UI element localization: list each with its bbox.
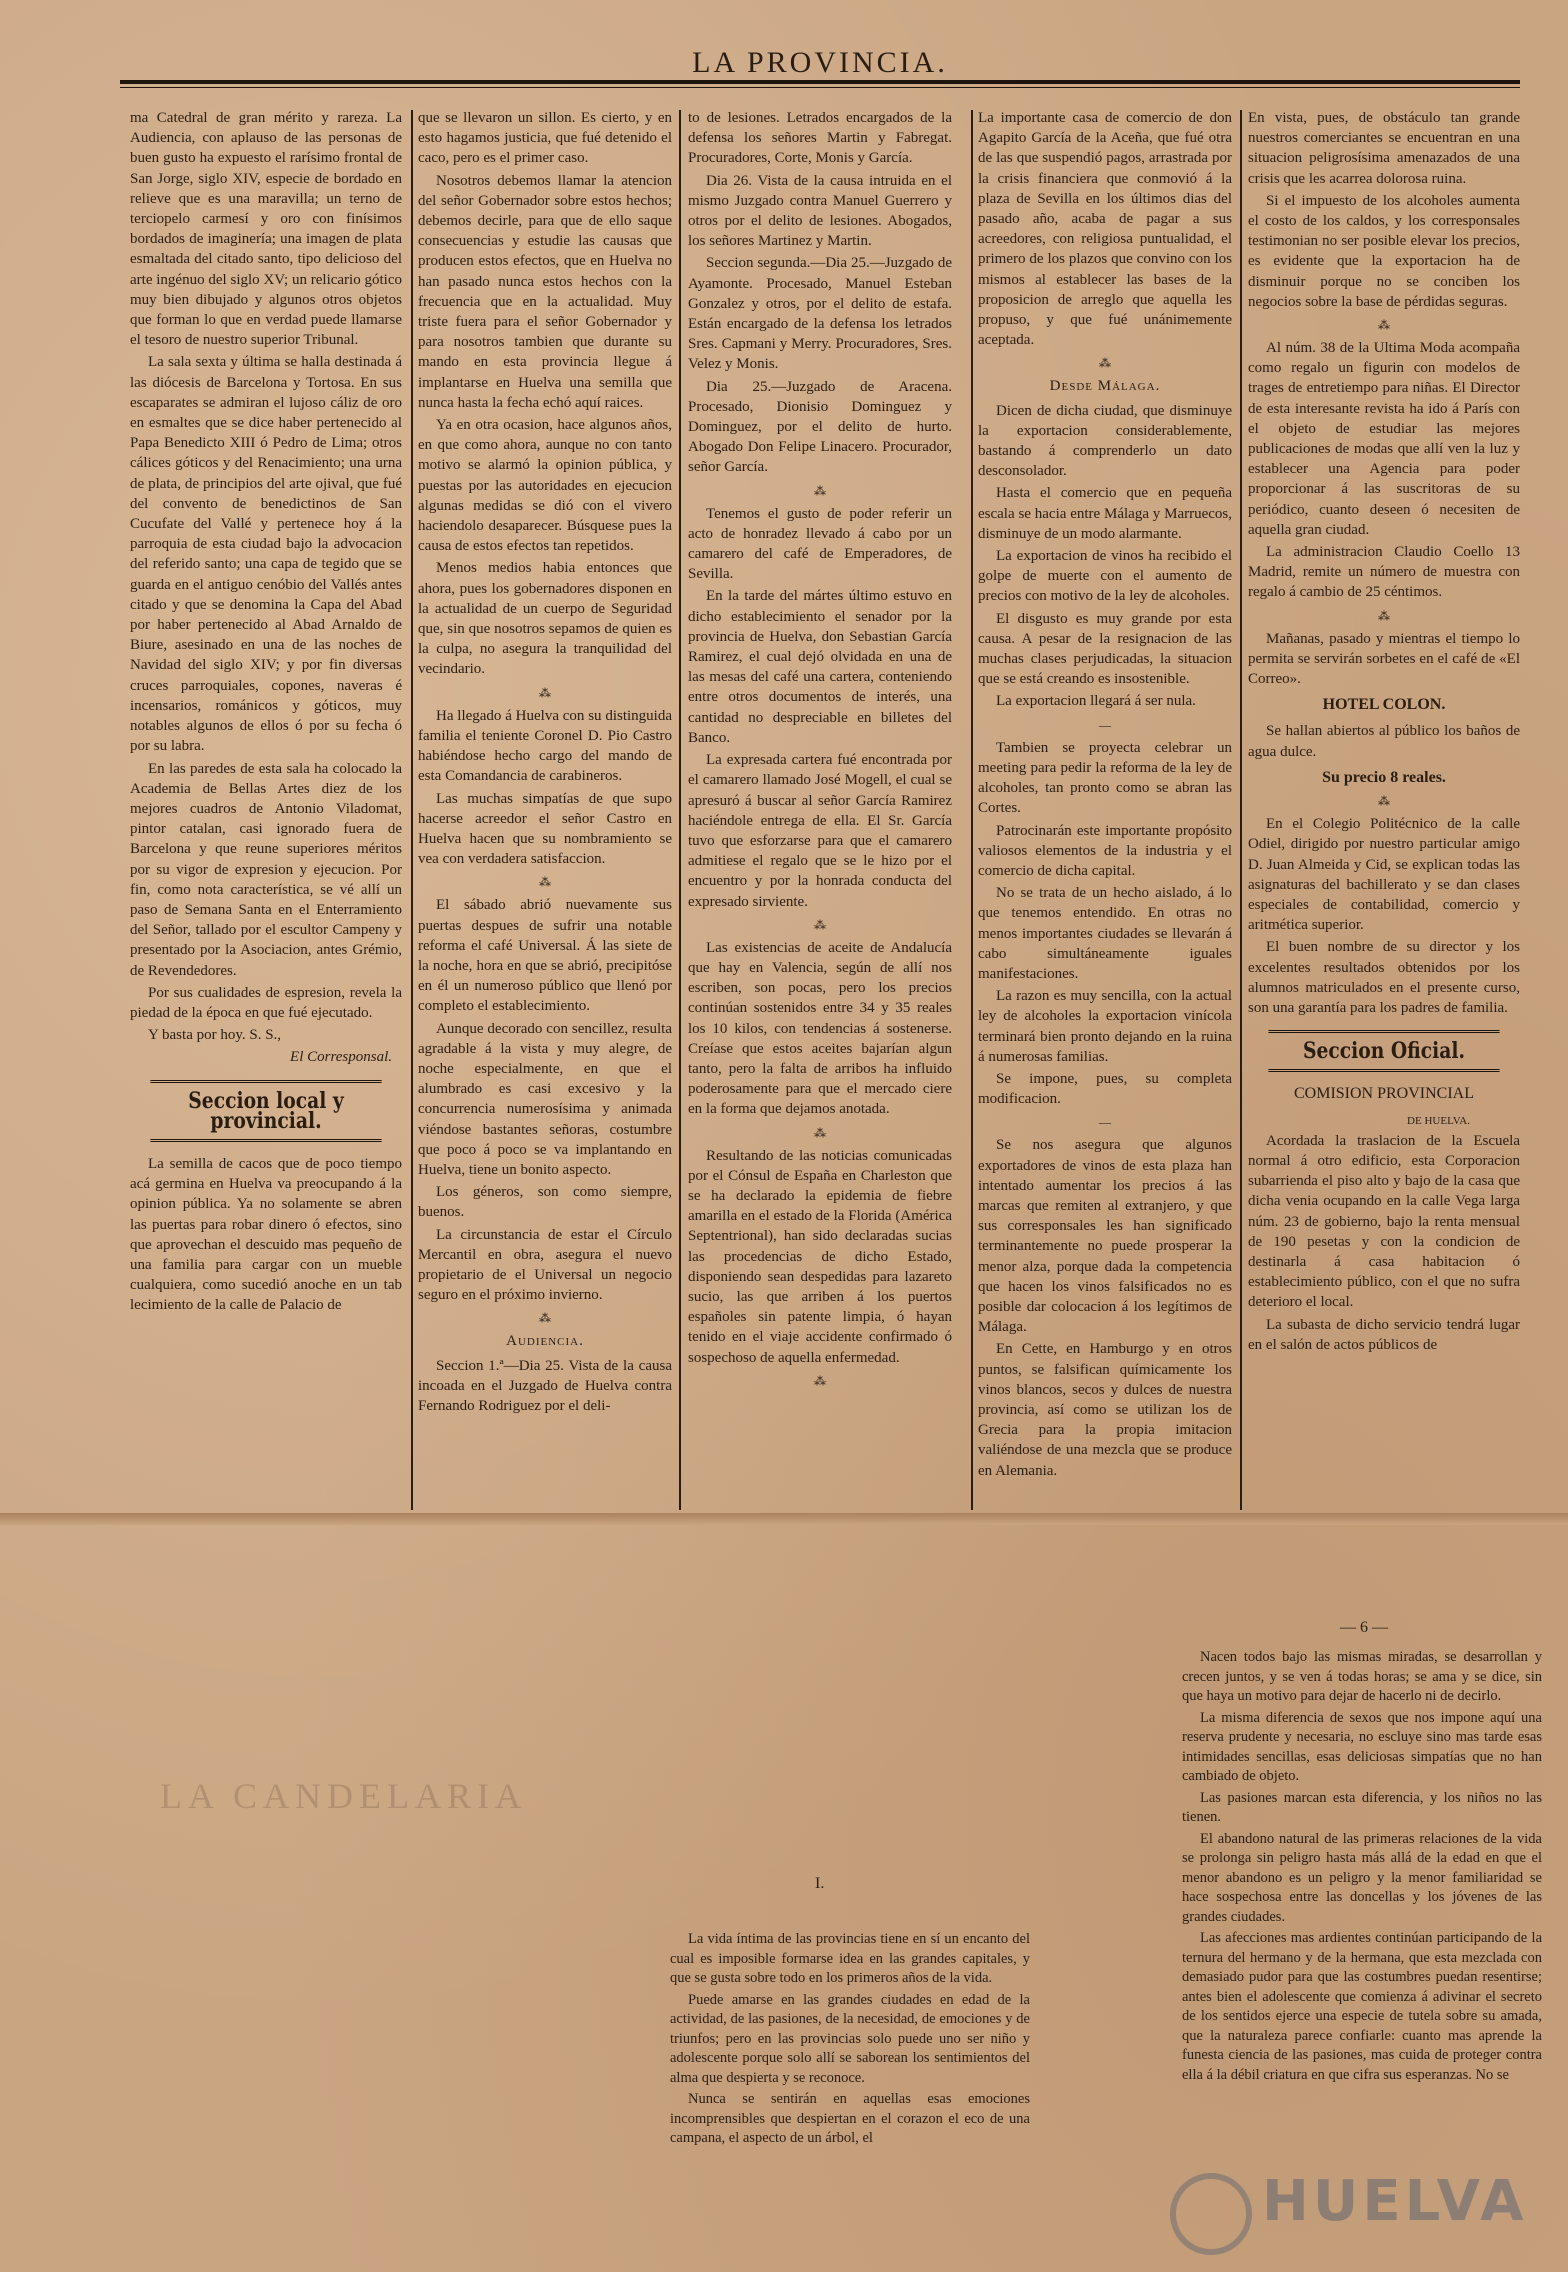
article-paragraph: El abandono natural de las primeras relaciones de la vida se prolonga sin peligro hasta más allá de la edad en que el menor abandono es un peligro y la menor familiaridad se hace sospechosa entre las doncellas y los jóvenes de las grandes ciudades. xyxy=(1182,1830,1542,1925)
separator-asterisks: ⁂ xyxy=(1378,318,1390,333)
column-2 xyxy=(418,108,672,1513)
article-paragraph: Se nos asegura que algunos exportadores de vinos de esta plaza han intentado aumentar los precios á las marcas que remiten al extranjero, y que sus corresponsales les han significado terminantemente no puede prosperar la menor alza, porque dada la competencia que hacen los vinos falsificados no es posible dar colocacion á los legítimos de Málaga. xyxy=(978,1137,1232,1336)
hotel-price: Su precio 8 reales. xyxy=(1322,768,1446,786)
section-heading: Seccion local y provincial. xyxy=(150,1080,381,1142)
chapter-number: I. xyxy=(815,1875,825,1892)
separator-asterisks: ⁂ xyxy=(1099,356,1111,371)
article-paragraph: La vida íntima de las provincias tiene en sí un encanto del cual es imposible formarse idea en las grandes capitales, y que se gusta sobre todo en los primeros años de la vida. xyxy=(670,1931,1030,1986)
stamp-ring-icon xyxy=(1170,2173,1252,2255)
article-paragraph: La circunstancia de estar el Círculo Mercantil en obra, asegura el nuevo propietario de el Universal un negocio seguro en el próximo invierno. xyxy=(418,1226,672,1304)
article-paragraph: Se hallan abiertos al público los baños de agua dulce. xyxy=(1248,723,1520,760)
separator-asterisks: ⁂ xyxy=(539,1311,551,1326)
section-heading: Seccion Oficial. xyxy=(1268,1030,1499,1072)
article-paragraph: Las pasiones marcan esta diferencia, y los niños no las tienen. xyxy=(1182,1789,1542,1825)
separator-asterisks: ⁂ xyxy=(814,917,826,932)
separator-asterisks: ⁂ xyxy=(814,483,826,498)
article-paragraph: Aunque decorado con sencillez, resulta agradable á la vista y muy alegre, de noche especialmente, en que el alumbrado es casi excesivo y la concurrencia numerosísima y animada viéndose bastantes señoras, costumbre que poco á poco se va implantando en Huelva, tiene un bonito aspecto. xyxy=(418,1020,672,1178)
article-paragraph: Dia 25.—Juzgado de Aracena. Procesado, Dionisio Dominguez y Dominguez, por el delito de hurto. Abogado Don Felipe Linacero. Procurador, señor García. xyxy=(688,378,952,476)
article-paragraph: En la tarde del mártes último estuvo en dicho establecimiento el senador por la provincia de Huelva, don Sebastian García Ramirez, el cual dejó olvidada en una de las mesas del café una cartera, conteniendo entre otros documentos de interés, una cantidad no despreciable en billetes del Banco. xyxy=(688,588,952,746)
article-paragraph: Seccion 1.ª—Dia 25. Vista de la causa incoada en el Juzgado de Huelva contra Fernando Rodriguez por el deli- xyxy=(418,1357,672,1414)
separator-dash: — xyxy=(1099,1115,1111,1130)
article-paragraph: Al núm. 38 de la Ultima Moda acompaña como regalo un figurin con modelos de trages de entretiempo para niñas. El Director de esta interesante revista ha ido á París con el objeto de estudiar las mejores publicaciones de modas que allí ven la luz y establecer una Agencia para poder proporcionar á las suscritoras de su periódico, cuanto deseen ó necesiten de aquella gran ciudad. xyxy=(1248,340,1520,538)
article-paragraph: En las paredes de esta sala ha colocado la Academia de Bellas Artes diez de los mejores cuadros de Antonio Viladomat, pintor catalan, casi ignorado fuera de Barcelona y que reune superiores méritos por su vigor de expresion y ejecucion. Por fin, como nota característica, se vé allí un paso de Semana Santa en el Enterramiento del Señor, tallado por el escultor Campeny y presentado por la Asociacion, antes Grémio, de Revendedores. xyxy=(130,760,402,979)
article-paragraph: En vista, pues, de obstáculo tan grande nuestros comerciantes se encuentran en una situacion peligrosísima amenazados de una crisis que les acarrea dolorosa ruina. xyxy=(1248,110,1520,187)
separator-asterisks: ⁂ xyxy=(539,875,551,890)
article-paragraph: El disgusto es muy grande por esta causa. A pesar de la resignacion de las muchas clases perjudicadas, la situacion que se está creando es insostenible. xyxy=(978,610,1232,688)
library-stamp xyxy=(1170,2165,1550,2265)
article-paragraph: La exportacion de vinos ha recibido el golpe de muerte con el aumento de precios con motivo de la ley de alcoholes. xyxy=(978,548,1232,605)
article-paragraph: La sala sexta y última se halla destinada á las diócesis de Barcelona y Tortosa. En sus escaparates se admiran el lujoso cáliz de oro en esmaltes que se dice haber pertenecido al Papa Benedicto XIII ó Pedro de Lima; otros cálices góticos y del Renacimiento; una urna de plata, de principios del arte ojival, que fué del convento de benedictinos de San Cucufate del Vallé y pertenece hoy á la parroquia de esta ciudad bajo la advocacion del referido santo; una capa de tegido que se guarda en el antiguo cenóbio del Vallés antes citado y que se denomina la Capa del Abad por haber pertenecido al Abad Arnaldo de Biure, asesinado en una de las noches de Navidad del siglo XIV; y por fin diversas cruces parroquiales, copones, naveras é incensarios, románicos y góticos, muy notables algunos de ellos ó por su fecha ó por su labra. xyxy=(130,354,402,755)
lower-left-column xyxy=(670,1930,1030,2151)
hotel-heading: HOTEL COLON. xyxy=(1322,696,1446,714)
article-paragraph: Dicen de dicha ciudad, que disminuye la exportacion considerablemente, bastando á comprenderlo un dato desconsolador. xyxy=(978,402,1232,480)
article-paragraph: Tenemos el gusto de poder referir un acto de honradez llevado á cabo por un camarero del café de Emperadores, de Sevilla. xyxy=(688,505,952,583)
article-paragraph: La exportacion llegará á ser nula. xyxy=(996,693,1196,710)
article-paragraph: Ya en otra ocasion, hace algunos años, en que como ahora, aunque no con tanto motivo se alarmó la opinion pública, y puestas por las autoridades en ejecucion algunas medidas se dió con el vivero haciendolo desaparecer. Búsquese pues la causa de estos efectos tan repetidos. xyxy=(418,417,672,555)
article-paragraph: Los géneros, son como siempre, buenos. xyxy=(418,1184,672,1221)
separator-asterisks: ⁂ xyxy=(814,1373,826,1388)
column-5 xyxy=(1248,108,1520,1513)
newspaper-title: LA PROVINCIA. xyxy=(692,46,948,79)
article-paragraph: Dia 26. Vista de la causa intruida en el mismo Juzgado contra Manuel Guerrero y otros por el delito de lesiones. Abogados, los señores Martinez y Martin. xyxy=(688,172,952,250)
article-paragraph: La expresada cartera fué encontrada por el camarero llamado José Mogell, el cual se apresuró á buscar al señor García Ramirez haciéndole entrega de ella. El Sr. García tuvo que esforzarse para que el camarero admitiese el regalo que se le hizo por el encuentro y por la honrada conducta del expresado sirviente. xyxy=(688,752,952,910)
signature: El Corresponsal. xyxy=(290,1049,392,1066)
article-paragraph: La misma diferencia de sexos que nos impone aquí una reserva prudente y necesaria, no escluye sino mas tarde esas intimidades sencillas, esas deliciosas simpatías que no han cambiado de objeto. xyxy=(1182,1709,1542,1784)
article-paragraph: ma Catedral de gran mérito y rareza. La Audiencia, con aplauso de las personas de buen gusto ha expuesto el rarísimo frontal de San Jorge, siglo XIV, especie de bordado en relieve que es una maravilla; un terno de terciopelo carmesí y oro con finísimos bordados de imaginería; una imagen de plata esmaltada del citado santo, tipo delicioso del arte ingénuo del siglo XV; un relicario gótico muy bien dibujado y algunos otros objetos que forman lo que en verdad puede llamarse el tesoro de nuestro superior Tribunal. xyxy=(130,110,402,349)
article-paragraph: No se trata de un hecho aislado, á lo que tenemos entendido. En otras no menos importantes ciudades se llevarán á cabo simultáneamente iguales manifestaciones. xyxy=(978,885,1232,982)
article-paragraph: Nunca se sentirán en aquellas esas emociones incomprensibles que despiertan en el corazon el eco de una campana, el aspecto de un árbol, el xyxy=(670,2091,1030,2146)
commission-subheading: DE HUELVA. xyxy=(1407,1114,1470,1127)
article-paragraph: Nosotros debemos llamar la atencion del señor Gobernador sobre estos hechos; debemos decirle, para que de ello saque consecuencias y estudie las causas que producen estos efectos, que en Huelva no han pasado nunca estos hechos con la frecuencia que en la actualidad. Muy triste fuera para el señor Gobernador y para nosotros tambien que durante su mando en esta provincia llegue á implantarse en Huelva una semilla que nunca hasta la fecha echó aquí raices. xyxy=(418,172,672,411)
commission-heading: COMISION PROVINCIAL xyxy=(1293,1085,1474,1103)
article-paragraph: Ha llegado á Huelva con su distinguida familia el teniente Coronel D. Pio Castro habiéndose hecho cargo del mando de esta Comandancia de carabineros. xyxy=(418,707,672,785)
article-paragraph: Y basta por hoy. S. S., xyxy=(148,1027,282,1044)
separator-asterisks: ⁂ xyxy=(539,685,551,700)
article-paragraph: Nacen todos bajo las mismas miradas, se desarrollan y crecen juntos, y se ven á todas horas; se ama y se dice, sin que haya un motivo para dejar de hacerlo ni de decirlo. xyxy=(1182,1649,1542,1704)
article-paragraph: Resultando de las noticias comunicadas por el Cónsul de España en Charleston que se ha declarado la epidemia de fiebre amarilla en el estado de la Florida (América Septentrional), han sido declaradas sucias las procedencias de dicho Estado, disponiendo sean despedidas para lazareto sucio, las que arriben á los puertos españoles sin patente limpia, ó hayan tenido en el viaje accidente confirmado ó sospechoso de aquella enfermedad. xyxy=(688,1147,952,1366)
separator-asterisks: ⁂ xyxy=(1378,794,1390,809)
article-paragraph: Las muchas simpatías de que supo hacerse acreedor el señor Castro en Huelva hacen que su nombramiento se vea con verdadera satisfaccion. xyxy=(418,790,672,868)
article-paragraph: Puede amarse en las grandes ciudades en edad de la actividad, de las pasiones, de la necesidad, de emociones y de triunfos; pero en las provincias solo puede uno ser niño y adolescente porque solo allí se saborean los sentimientos del alma que despierta y se reconoce. xyxy=(670,1991,1030,2086)
article-paragraph: El sábado abrió nuevamente sus puertas despues de sufrir una notable reforma el café Universal. Á las siete de la noche, hora en que se abrió, precipitóse en él un numeroso público que llenó por completo el establecimiento. xyxy=(418,897,672,1015)
subsection-heading: Audiencia. xyxy=(506,1333,584,1350)
article-paragraph: Hasta el comercio que en pequeña escala se hacia entre Málaga y Marruecos, disminuye de un modo alarmante. xyxy=(978,485,1232,542)
lower-page xyxy=(0,1525,1568,2272)
article-paragraph: Acordada la traslacion de la Escuela normal á otro edificio, esta Corporacion subarrienda el piso alto y bajo de la casa que dicha venia ocupando en la calle Vega larga núm. 23 de gobierno, bajo la renta mensual de 190 pesetas y con la condicion de destinarla á casa habitacion ó establecimiento público, con el que no sufra deterioro el local. xyxy=(1248,1132,1520,1311)
article-paragraph: Tambien se proyecta celebrar un meeting para pedir la reforma de la ley de alcoholes, tan pronto como se abran las Cortes. xyxy=(978,739,1232,817)
article-paragraph: to de lesiones. Letrados encargados de la defensa los señores Martin y Fabregat. Procuradores, Corte, Monis y García. xyxy=(688,110,952,167)
article-paragraph: Si el impuesto de los alcoholes aumenta el costo de los caldos, y los corresponsales testimonian no ser posible elevar los precios, es evidente que la exportacion ha de disminuir porque no se conciben los negocios sobre la base de pérdidas seguras. xyxy=(1248,192,1520,310)
article-paragraph: Patrocinarán este importante propósito valiosos elementos de la industria y el comercio de dicha capital. xyxy=(978,822,1232,879)
article-paragraph: El buen nombre de su director y los excelentes resultados obtenidos por los alumnos matriculados en el presente curso, son una garantía para los padres de familia. xyxy=(1248,939,1520,1016)
separator-dash: — xyxy=(1099,717,1111,732)
upper-page xyxy=(126,108,1520,1513)
bleed-through-title: LA CANDELARIA xyxy=(160,1776,527,1816)
column-4 xyxy=(978,108,1232,1513)
article-paragraph: que se llevaron un sillon. Es cierto, y en esto hagamos justicia, que fué detenido el caco, pero es el primer caso. xyxy=(418,110,672,167)
article-paragraph: Por sus cualidades de espresion, revela la piedad de la época en que fué ejecutado. xyxy=(130,984,402,1021)
article-paragraph: Mañanas, pasado y mientras el tiempo lo permita se servirán sorbetes en el café de «El Correo». xyxy=(1248,630,1520,688)
article-paragraph: En el Colegio Politécnico de la calle Odiel, dirigido por nuestro particular amigo D. Juan Almeida y Cid, se explican todas las asignaturas del bachillerato y se dan clases especiales de contabilidad, comercio y aritmética superior. xyxy=(1248,816,1520,934)
article-paragraph: Seccion segunda.—Dia 25.—Juzgado de Ayamonte. Procesado, Manuel Esteban Gonzalez y otros, por el delito de estafa. Están encargado de la defensa los letrados Sres. Capmani y Merry. Procuradores, Sres. Velez y Monis. xyxy=(688,255,952,373)
separator-asterisks: ⁂ xyxy=(1378,608,1390,623)
article-paragraph: La semilla de cacos que de poco tiempo acá germina en Huelva va preocupando á la opinion pública. Ya no solamente se abren las puertas para robar dinero ó efectos, sino que aprovechan el descuido mas pequeño de una familia para cargar con un mueble cualquiera, como sucedió anoche en un tab lecimiento de la calle de Palacio de xyxy=(130,1155,402,1314)
article-paragraph: Las afecciones mas ardientes continúan participando de la ternura del hermano y de la hermana, que esta mezclada con demasiado pudor para que las costumbres puedan resentirse; antes bien el adolescente que comienza á adivinar el secreto de los sentidos ejerce una especie de tutela sobre su amada, que la naturaleza parece confiarle: cuanto mas aprende la funesta ciencia de las pasiones, mas cuida de proteger contra ella á la débil criatura en que cifra sus esperanzas. No se xyxy=(1182,1930,1542,2083)
separator-asterisks: ⁂ xyxy=(814,1125,826,1140)
page-number: — 6 — xyxy=(1340,1619,1388,1636)
stamp-text: HUELVA xyxy=(1262,2169,1528,2234)
page-fold xyxy=(0,1513,1568,1525)
article-paragraph: Menos medios habia entonces que ahora, pues los gobernadores disponen en la actualidad de un cuerpo de Seguridad que, sin que nosotros sepamos de quien es la culpa, no asegura la tranquilidad del vecindario. xyxy=(418,560,672,678)
article-paragraph: La razon es muy sencilla, con la actual ley de alcoholes la exportacion vinícola terminará bien pronto dejando en la ruina á numerosas familias. xyxy=(978,988,1232,1065)
column-1 xyxy=(130,108,402,1513)
article-paragraph: La administracion Claudio Coello 13 Madrid, remite un número de muestra con regalo á cambio de 25 céntimos. xyxy=(1248,544,1520,601)
article-paragraph: En Cette, en Hamburgo y en otros puntos, se falsifican químicamente los vinos blancos, secos y dulces de nuestra provincia, así como se utilizan los de Grecia para la propia imitacion valiéndose de una mezcla que se produce en Alemania. xyxy=(978,1341,1232,1479)
article-paragraph: La importante casa de comercio de don Agapito García de la Aceña, que fué otra de las que suspendió pagos, arrastrada por la crisis financiera que conmovió á la plaza de Sevilla en los últimos dias del pasado año, acaba de pagar a sus acreedores, con religiosa puntualidad, el primero de los plazos que convino con los mismos al establecer las bases de la proposicion de arreglo que aquella les propuso, y que fué unánimemente aceptada. xyxy=(978,110,1232,349)
masthead-rule xyxy=(120,80,1520,84)
article-paragraph: Se impone, pues, su completa modificacion. xyxy=(978,1070,1232,1108)
article-paragraph: Las existencias de aceite de Andalucía que hay en Valencia, según de allí nos escriben, son pocas, pero los precios continúan sostenidos entre 34 y 35 reales los 10 kilos, con tendencias á sostenerse. Creíase que estos aceites bajarían algun tanto, pero la falta de arribos ha influido poderosamente para que el mercado ciere en la forma que dejamos anotada. xyxy=(688,939,952,1118)
column-3 xyxy=(688,108,952,1513)
subsection-heading: Desde Málaga. xyxy=(1049,378,1161,395)
masthead-rule-thin xyxy=(120,87,1520,88)
article-paragraph: La subasta de dicho servicio tendrá lugar en el salón de actos públicos de xyxy=(1248,1316,1520,1353)
